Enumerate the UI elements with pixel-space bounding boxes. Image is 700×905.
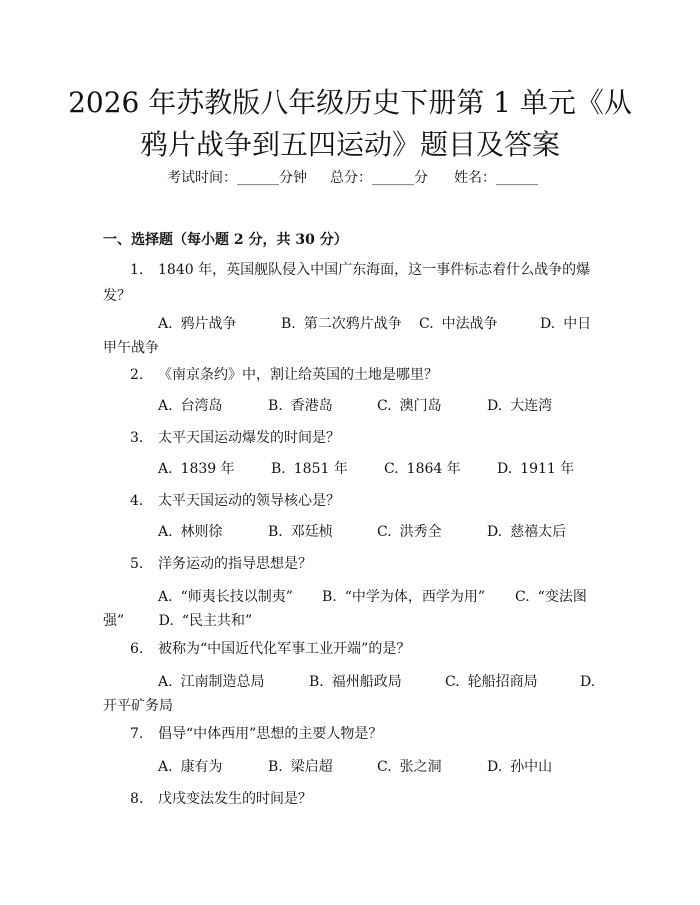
option-label-b: B. [268, 398, 283, 414]
option-a: 1839 年 [180, 461, 235, 477]
question-number: 8. [130, 791, 144, 807]
option-c: 张之洞 [399, 759, 442, 775]
question-4 [103, 488, 598, 514]
option-b: 香港岛 [290, 398, 333, 414]
question-text: 倡导“中体西用”思想的主要人物是？ [158, 726, 383, 742]
question-number: 5. [130, 556, 144, 572]
option-label-d: D. [540, 316, 556, 332]
question-text-continued: 发？ [103, 288, 131, 304]
question-number: 7. [130, 726, 144, 742]
question-3 [103, 425, 598, 451]
question-5-options-continued [103, 608, 252, 634]
option-d: 大连湾 [510, 398, 553, 414]
question-number: 2. [130, 367, 144, 383]
option-label-c: C. [515, 589, 530, 605]
option-label-d: D. [158, 613, 174, 629]
option-b: 邓廷桢 [290, 524, 333, 540]
title-line-1: 2026 年苏教版八年级历史下册第 1 单元《从 [68, 86, 632, 119]
option-label-c: C. [419, 316, 434, 332]
option-d-continued: 开平矿务局 [103, 698, 173, 714]
total-score-field: 总分：______分 [330, 170, 428, 186]
option-a: 鸦片战争 [180, 316, 237, 332]
option-b: 第二次鸦片战争 [303, 316, 402, 332]
option-label-b: B. [268, 524, 283, 540]
option-c: 1864 年 [406, 461, 461, 477]
question-number: 6. [130, 641, 144, 657]
option-a: 江南制造总局 [180, 674, 265, 690]
option-a: 台湾岛 [180, 398, 223, 414]
question-text: 戊戌变法发生的时间是？ [158, 791, 312, 807]
option-label-a: A. [158, 316, 173, 332]
option-label-b: B. [271, 461, 286, 477]
option-label-a: A. [158, 398, 173, 414]
option-b: 1851 年 [293, 461, 348, 477]
question-text: 1840 年，英国舰队侵入中国广东海面，这一事件标志着什么战争的爆 [158, 262, 591, 278]
question-2 [103, 362, 598, 388]
option-label-b: B. [322, 589, 337, 605]
question-text: 太平天国运动爆发的时间是？ [158, 430, 340, 446]
question-number: 1. [130, 262, 144, 278]
option-label-c: C. [445, 674, 460, 690]
section-heading-choice: 一、选择题（每小题 2 分，共 30 分） [103, 232, 348, 248]
option-label-c: C. [377, 524, 392, 540]
option-c: 洪秀全 [399, 524, 442, 540]
option-a: “师夷长技以制夷” [180, 589, 293, 605]
question-number: 3. [130, 430, 144, 446]
option-label-a: A. [158, 674, 173, 690]
option-d: 孙中山 [510, 759, 553, 775]
option-d-continued: 甲午战争 [103, 340, 159, 356]
student-name-field: 姓名：______ [454, 170, 538, 186]
question-7 [103, 721, 598, 747]
option-label-d: D. [487, 524, 503, 540]
option-label-b: B. [309, 674, 324, 690]
question-6 [103, 636, 598, 662]
question-8 [103, 786, 598, 812]
option-b: “中学为体，西学为用” [344, 589, 486, 605]
option-label-d: D. [487, 398, 503, 414]
option-label-d: D. [487, 759, 503, 775]
option-label-c: C. [384, 461, 399, 477]
option-label-c: C. [377, 398, 392, 414]
question-text: 被称为“中国近代化军事工业开端”的是？ [158, 641, 411, 657]
option-c: 澳门岛 [399, 398, 442, 414]
question-1 [103, 257, 598, 309]
option-label-d: D. [497, 461, 513, 477]
option-a: 康有为 [180, 759, 223, 775]
option-label-c: C. [377, 759, 392, 775]
option-d: 慈禧太后 [510, 524, 567, 540]
option-label-a: A. [158, 461, 173, 477]
option-c: “变法图 [537, 589, 587, 605]
option-label-a: A. [158, 759, 173, 775]
title-line-2: 鸦片战争到五四运动》题目及答案 [139, 128, 560, 161]
option-b: 福州船政局 [331, 674, 402, 690]
option-c-continued: 强” [103, 613, 125, 629]
exam-title [60, 82, 640, 166]
question-text: 《南京条约》中，割让给英国的土地是哪里？ [158, 367, 438, 383]
question-text: 洋务运动的指导思想是？ [158, 556, 312, 572]
option-label-b: B. [281, 316, 296, 332]
option-label-d: D. [580, 674, 596, 690]
option-b: 梁启超 [290, 759, 333, 775]
option-d: 1911 年 [520, 461, 575, 477]
option-c: 中法战争 [441, 316, 498, 332]
question-number: 4. [130, 493, 144, 509]
question-text: 太平天国运动的领导核心是？ [158, 493, 340, 509]
exam-time-field: 考试时间：______分钟 [167, 170, 307, 186]
option-label-a: A. [158, 589, 173, 605]
option-d: 中日 [563, 316, 592, 332]
option-d: “民主共和” [181, 613, 253, 629]
option-c: 轮船招商局 [467, 674, 538, 690]
question-5 [103, 551, 598, 577]
option-a: 林则徐 [180, 524, 223, 540]
option-label-b: B. [268, 759, 283, 775]
option-label-a: A. [158, 524, 173, 540]
